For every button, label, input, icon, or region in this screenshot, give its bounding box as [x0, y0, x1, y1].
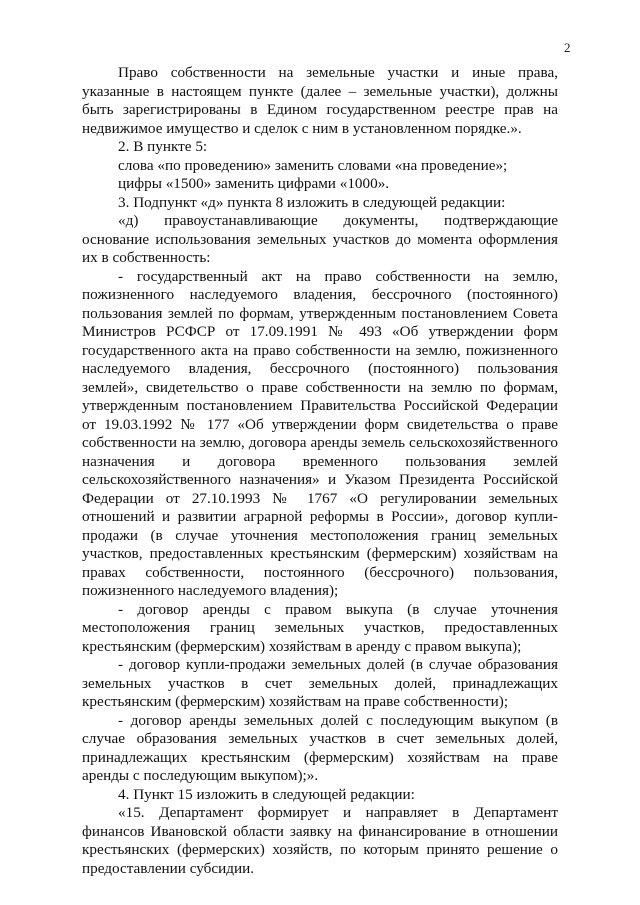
list-item-land-shares-lease: - договор аренды земельных долей с последующим выкупом (в случае образования земельных участков в счет земельных долей, принадлежащих крестьянским (фермерским) хозяйствам на праве аренды с последующим выкупом);».: [82, 711, 558, 784]
paragraph-ownership-rights: Право собственности на земельные участки и иные права, указанные в настоящем пункте (далее – земельные участки), должны быть зарегистрированы в Едином государственном реестре прав на недвижимое имущество и сделок с ним в установленном порядке.».: [82, 64, 558, 137]
list-item-land-shares-sale: - договор купли-продажи земельных долей (в случае образования земельных участков в счет земельных долей, принадлежащих крестьянским (фермерским) хозяйствам на праве собственности);: [82, 656, 558, 710]
paragraph-item-3-heading: 3. Подпункт «д» пункта 8 изложить в следующей редакции:: [118, 193, 506, 211]
list-item-state-act: - государственный акт на право собственности на землю, пожизненного наследуемого владения, бессрочного (постоянного) пользования землей по формам, утвержденным постановлением Совета Министров РСФСР от 17.09.1991 № 493 «Об утверждении форм государственного акта на право собственности на землю, пожизненного наследуемого владения, бессрочного (постоянного) пользования землей», свидетельство о праве собственности на землю по формам, утвержденным постановлением Правительства Российской Федерации от 19.03.1992 № 177 «Об утверждении форм свидетельства о праве собственности на землю, договора аренды земель сельскохозяйственного назначения и договора временного пользования землей сельскохозяйственного назначения» и Указом Президента Российской Федерации от 27.10.1993 № 1767 «О регулировании земельных отношений и развитии аграрной реформы в России», договор купли-продажи (в случае уточнения местоположения границ земельных участков, предоставленных крестьянским (фермерским) хозяйствам на правах собственности, постоянного (бессрочного) пользования, пожизненного наследуемого владения);: [82, 267, 558, 599]
paragraph-subitem-d: «д) правоустанавливающие документы, подтверждающие основание использования земельных участков до момента оформления их в собственность:: [82, 212, 558, 266]
paragraph-numbers-replacement: цифры «1500» заменить цифрами «1000».: [118, 175, 390, 192]
paragraph-item-2-heading: 2. В пункте 5:: [118, 138, 208, 155]
paragraph-words-replacement: слова «по проведению» заменить словами «на проведение»;: [118, 156, 508, 174]
paragraph-item-4-heading: 4. Пункт 15 изложить в следующей редакции:: [118, 785, 415, 803]
page-number: 2: [564, 40, 571, 55]
list-item-lease-with-purchase: - договор аренды с правом выкупа (в случае уточнения местоположения границ земельных участков, предоставленных крестьянским (фермерским) хозяйствам в аренду с правом выкупа);: [82, 600, 558, 655]
document-body: [82, 64, 558, 878]
paragraph-item-15: «15. Департамент формирует и направляет в Департамент финансов Ивановской области заявку на финансирование в отношении крестьянских (фермерских) хозяйств, по которым принято решение о предоставлении субсидии.: [82, 804, 558, 877]
